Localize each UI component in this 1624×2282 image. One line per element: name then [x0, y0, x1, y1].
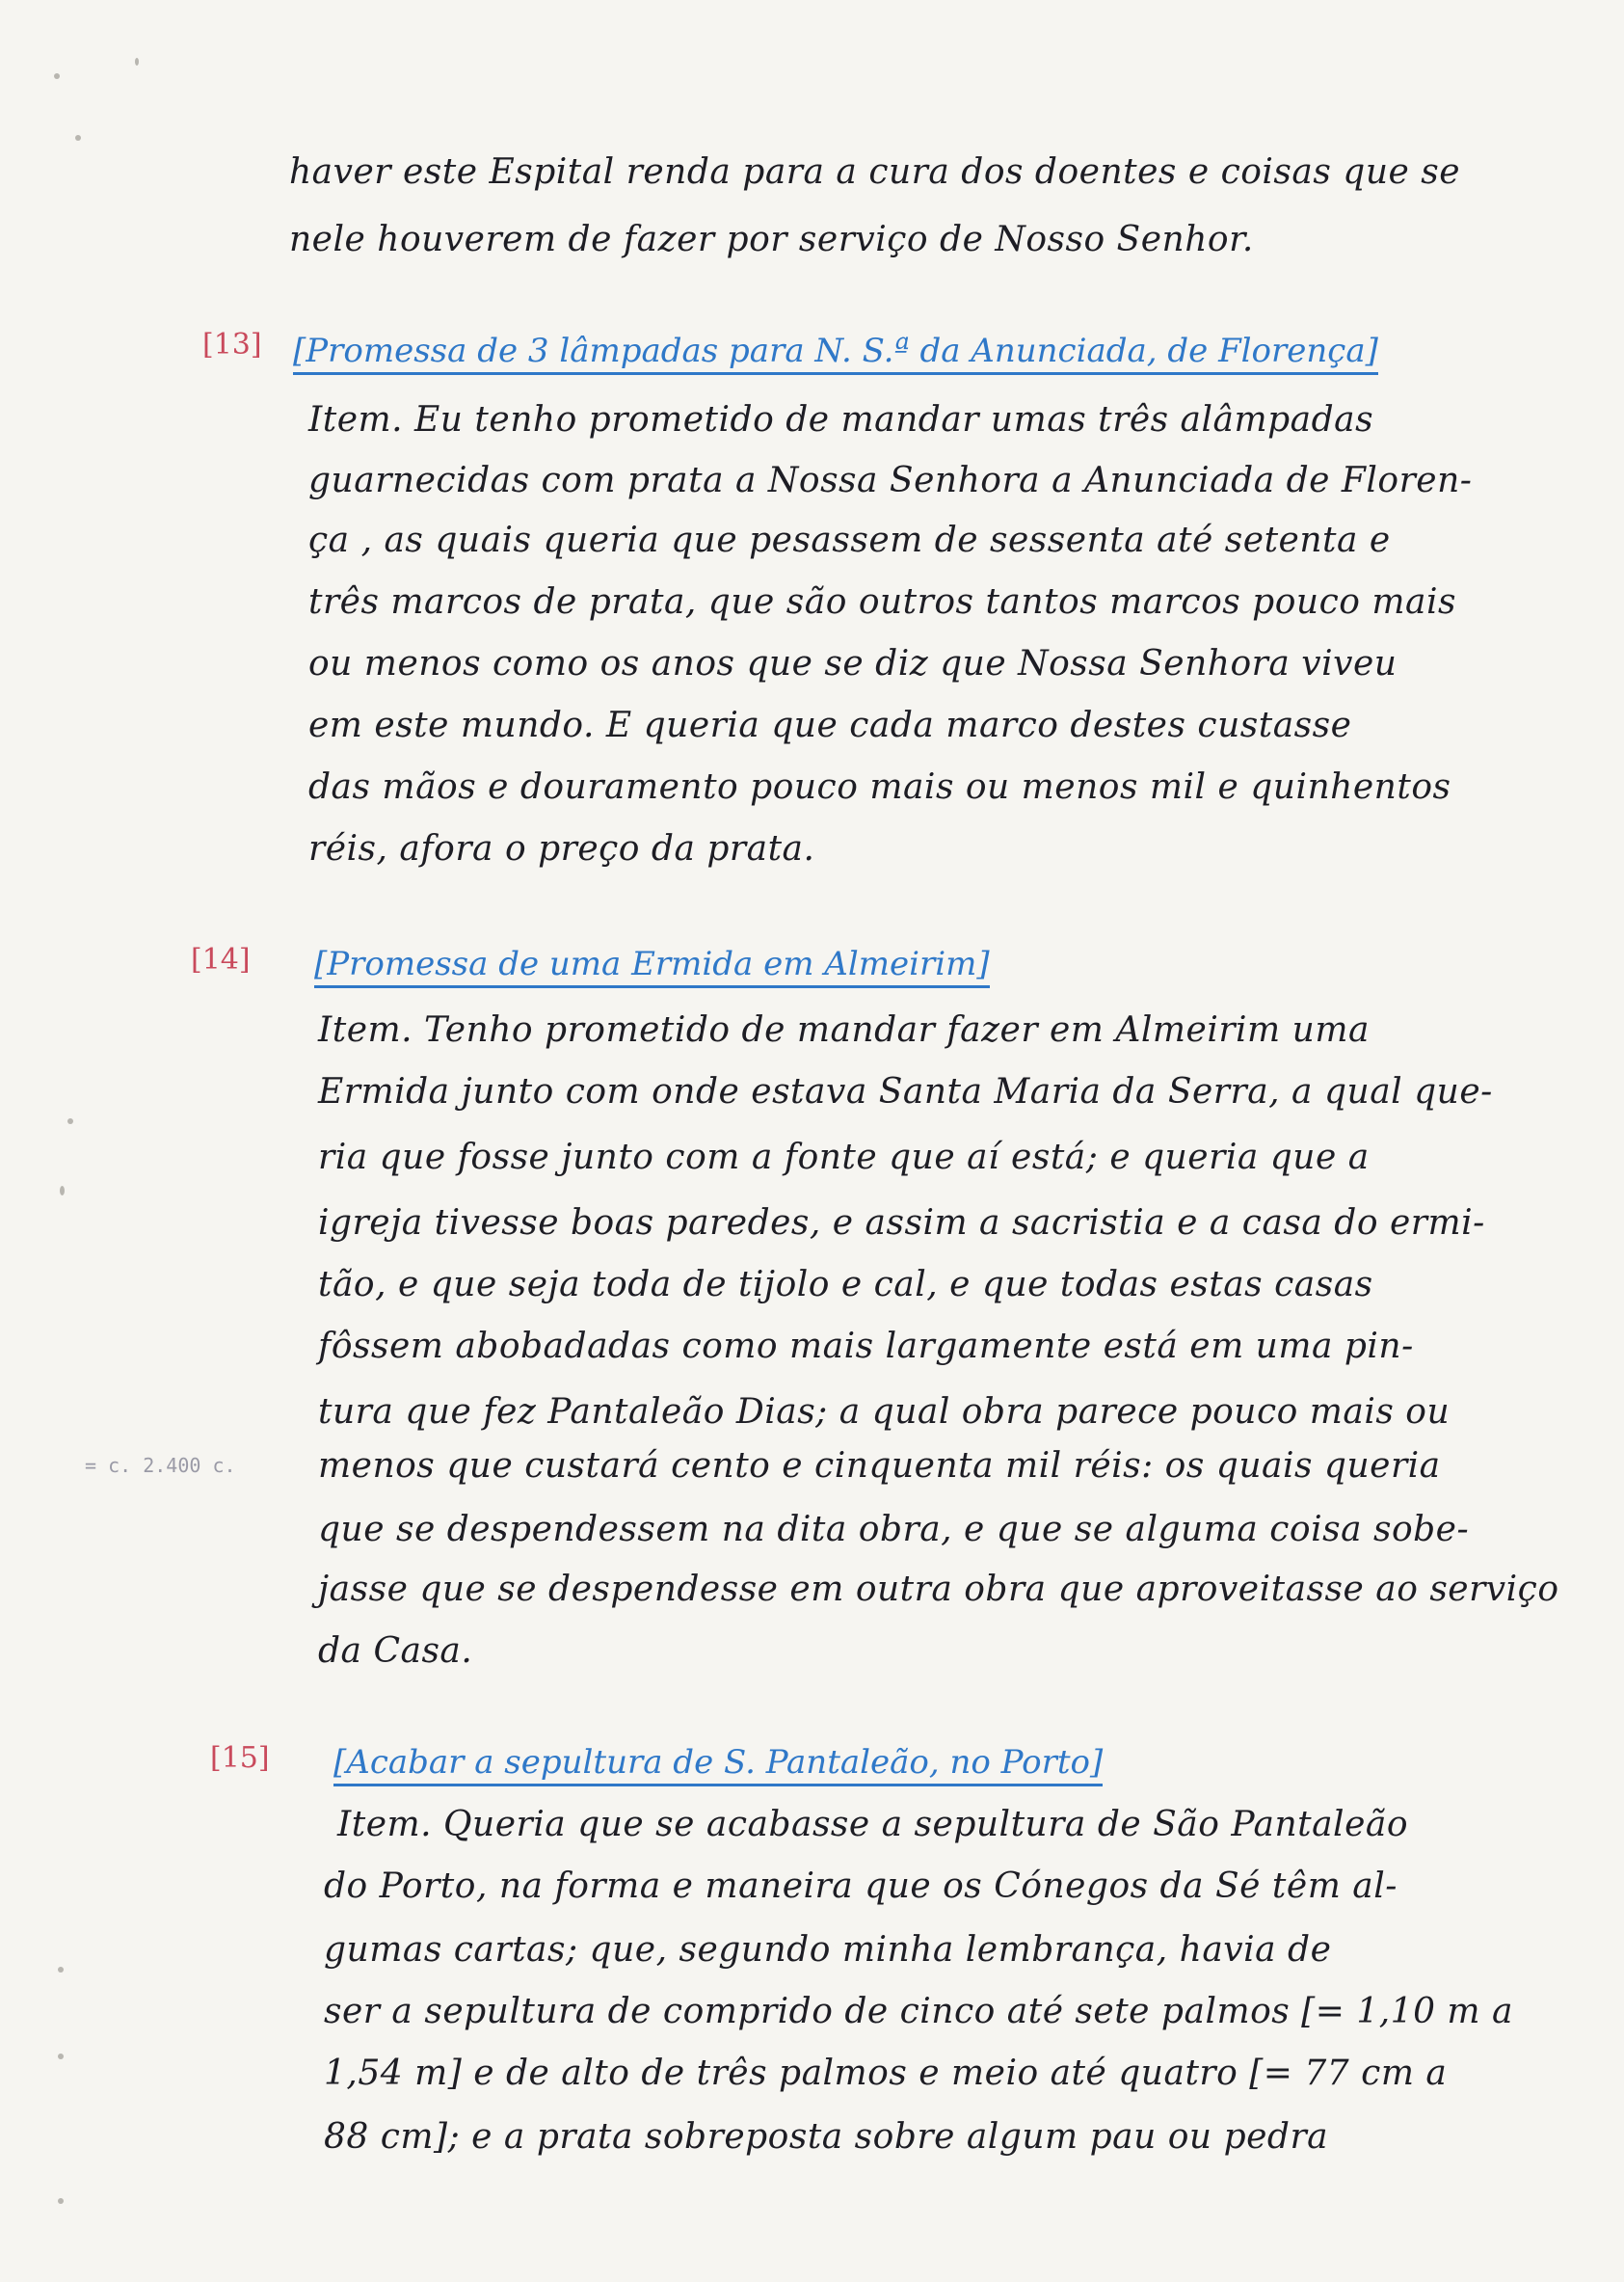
text-line: menos que custará cento e cinquenta mil réis: os quais queria: [318, 1446, 1441, 1486]
text-line: 1,54 m] e de alto de três palmos e meio até quatro [= 77 cm a: [324, 2054, 1448, 2093]
text-line: haver este Espital renda para a cura dos doentes e coisas que se: [289, 152, 1461, 192]
section-heading: [Acabar a sepultura de S. Pantaleão, no Porto]: [333, 1743, 1103, 1786]
text-line: ou menos como os anos que se diz que Nossa Senhora viveu: [308, 644, 1398, 684]
text-line: réis, afora o preço da prata.: [308, 829, 815, 869]
text-line: jasse que se despendesse em outra obra que aproveitasse ao serviço: [318, 1570, 1559, 1609]
text-line: do Porto, na forma e maneira que os Cónegos da Sé têm al-: [324, 1866, 1398, 1906]
paper-speck: [54, 73, 60, 79]
section-heading: [Promessa de uma Ermida em Almeirim]: [314, 945, 990, 988]
text-line: tão, e que seja toda de tijolo e cal, e que todas estas casas: [318, 1265, 1373, 1304]
text-line: gumas cartas; que, segundo minha lembrança, havia de: [324, 1930, 1332, 1970]
text-line: ser a sepultura de comprido de cinco até sete palmos [= 1,10 m a: [324, 1992, 1513, 2031]
text-line: três marcos de prata, que são outros tantos marcos pouco mais: [308, 582, 1456, 622]
text-line: 88 cm]; e a prata sobreposta sobre algum pau ou pedra: [324, 2117, 1329, 2157]
paper-speck: [60, 1186, 65, 1195]
text-line: nele houverem de fazer por serviço de Nosso Senhor.: [289, 220, 1254, 259]
section-heading: [Promessa de 3 lâmpadas para N. S.ª da Anunciada, de Florença]: [293, 332, 1378, 375]
margin-note: = c. 2.400 c.: [85, 1454, 236, 1477]
section-number: [15]: [210, 1741, 270, 1775]
text-line: Ermida junto com onde estava Santa Maria da Serra, a qual que-: [318, 1072, 1493, 1112]
text-line: em este mundo. E queria que cada marco destes custasse: [308, 706, 1352, 745]
section-number: [13]: [202, 328, 262, 362]
text-line: Item. Queria que se acabasse a sepultura de São Pantaleão: [337, 1805, 1409, 1844]
text-line: igreja tivesse boas paredes, e assim a sacristia e a casa do ermi-: [318, 1203, 1485, 1243]
paper-speck: [58, 1967, 64, 1973]
text-line: da Casa.: [318, 1631, 473, 1671]
text-line: guarnecidas com prata a Nossa Senhora a Anunciada de Floren-: [308, 461, 1473, 500]
paper-speck: [75, 135, 81, 141]
text-line: fôssem abobadadas como mais largamente está em uma pin-: [318, 1327, 1414, 1366]
paper-speck: [58, 2054, 64, 2059]
text-line: das mãos e douramento pouco mais ou menos mil e quinhentos: [308, 767, 1451, 807]
text-line: Item. Tenho prometido de mandar fazer em Almeirim uma: [318, 1010, 1370, 1050]
text-line: que se despendessem na dita obra, e que se alguma coisa sobe-: [318, 1510, 1470, 1549]
text-line: Item. Eu tenho prometido de mandar umas três alâmpadas: [308, 400, 1374, 440]
paper-speck: [58, 2198, 64, 2204]
text-line: ça , as quais queria que pesassem de sessenta até setenta e: [308, 521, 1391, 560]
text-line: ria que fosse junto com a fonte que aí está; e queria que a: [318, 1138, 1370, 1177]
section-number: [14]: [191, 943, 251, 977]
paper-speck: [67, 1118, 73, 1124]
text-line: tura que fez Pantaleão Dias; a qual obra parece pouco mais ou: [318, 1392, 1451, 1432]
paper-speck: [135, 58, 139, 66]
